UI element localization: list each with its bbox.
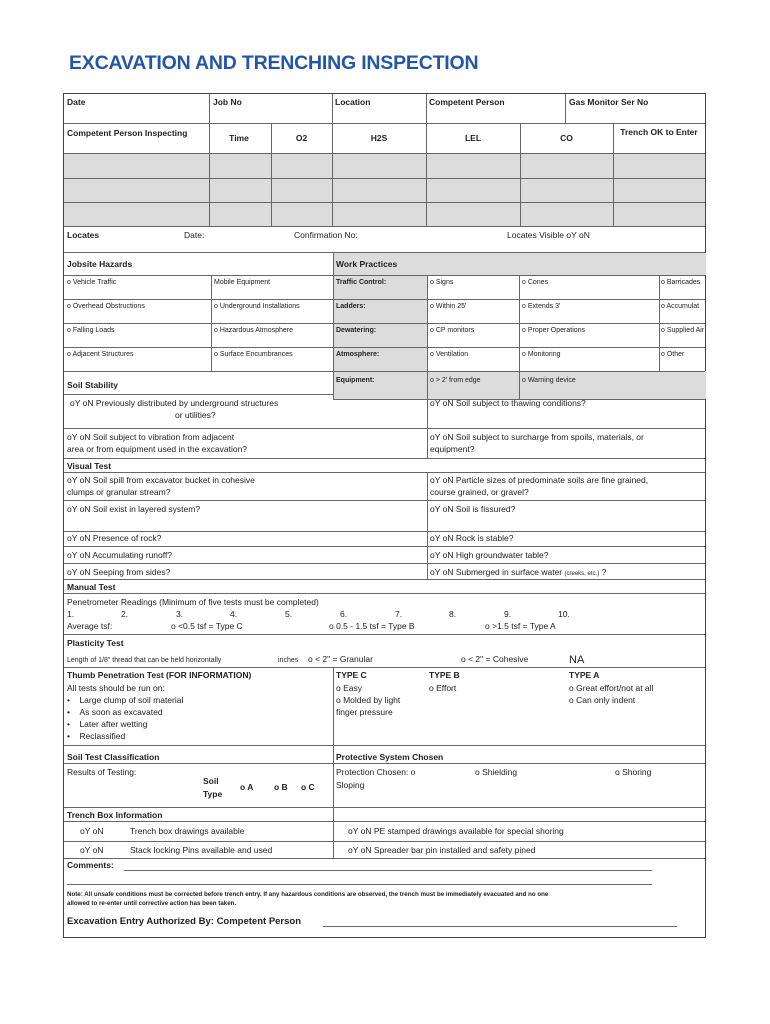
- hazard-item[interactable]: o Underground Installations: [214, 303, 300, 310]
- hazard-item[interactable]: o Adjacent Structures: [67, 351, 134, 358]
- practice-option[interactable]: o Warning device: [522, 377, 576, 384]
- trench-box-yn[interactable]: oY oN: [80, 845, 104, 855]
- soil-question[interactable]: oY oN Soil subject to vibration from adjacent: [67, 432, 235, 442]
- manual-test-title: Manual Test: [67, 582, 116, 592]
- average-tsf-label: Average tsf:: [67, 621, 113, 631]
- practice-option[interactable]: o Monitoring: [522, 351, 561, 358]
- work-practices-title: Work Practices: [336, 259, 398, 269]
- locates-visible[interactable]: Locates Visible oY oN: [507, 230, 590, 240]
- trench-box-question: Stack locking Pins available and used: [130, 845, 273, 855]
- reading-number: 5.: [285, 609, 293, 619]
- thumb-bullet: • Large clump of soil material: [67, 695, 184, 705]
- location-label: Location: [335, 97, 371, 107]
- penetrometer-readings: Penetrometer Readings (Minimum of five tests must be completed): [67, 597, 319, 607]
- reading-number: 8.: [449, 609, 457, 619]
- note-text-cont: allowed to re-enter until corrective action has been taken.: [67, 900, 237, 907]
- soil-type-label: Soil: [203, 776, 219, 786]
- soil-type-c[interactable]: o C: [301, 782, 315, 792]
- reading-number: 4.: [230, 609, 238, 619]
- type-a-option[interactable]: o >1.5 tsf = Type A: [485, 621, 556, 631]
- type-a-heading: TYPE A: [569, 670, 600, 680]
- visual-question[interactable]: oY oN Seeping from sides?: [67, 567, 171, 577]
- time-label: Time: [229, 133, 249, 143]
- co-label: CO: [560, 133, 573, 143]
- hazard-item[interactable]: o Vehicle Traffic: [67, 279, 117, 286]
- reading-rows[interactable]: [64, 154, 705, 226]
- practice-option[interactable]: o Other: [661, 351, 685, 358]
- reading-number: 2.: [121, 609, 129, 619]
- type-b-option[interactable]: o 0.5 - 1.5 tsf = Type B: [329, 621, 415, 631]
- visual-question[interactable]: oY oN Soil is fissured?: [430, 504, 516, 514]
- practice-option[interactable]: o Proper Operations: [522, 327, 586, 334]
- reading-number: 9.: [504, 609, 512, 619]
- results-of-testing-label: Results of Testing:: [67, 767, 137, 777]
- h2s-label: H2S: [370, 133, 388, 143]
- practice-option[interactable]: o Signs: [430, 279, 454, 286]
- visual-question[interactable]: oY oN Presence of rock?: [67, 533, 162, 543]
- cp-inspecting-label: Competent Person Inspecting: [67, 128, 188, 138]
- hazard-item[interactable]: o Surface Encumbrances: [214, 351, 293, 358]
- visual-question[interactable]: oY oN Accumulating runoff?: [67, 550, 173, 560]
- soil-question[interactable]: oY oN Previously distributed by underground structures: [70, 398, 279, 408]
- soil-question-cont: or utilities?: [175, 410, 216, 420]
- type-b-heading: TYPE B: [429, 670, 460, 680]
- visual-question-cont: clumps or granular stream?: [67, 487, 171, 497]
- na-value: NA: [569, 654, 585, 666]
- thumb-bullet: • As soon as excavated: [67, 707, 163, 717]
- visual-question[interactable]: oY oN Soil spill from excavator bucket in cohesive: [67, 475, 255, 485]
- soil-type-label-cont: Type: [203, 789, 223, 799]
- hazard-item[interactable]: Mobile Equipment: [214, 279, 271, 286]
- practice-option[interactable]: o Ventilation: [430, 351, 469, 358]
- type-c-option[interactable]: o Molded by light: [336, 695, 401, 705]
- thumb-bullet: • Later after wetting: [67, 719, 148, 729]
- locates-label: Locates: [67, 230, 100, 240]
- visual-question-cont: course grained, or gravel?: [430, 487, 529, 497]
- granular-option[interactable]: o < 2" = Granular: [308, 654, 373, 664]
- visual-question-text: oY oN Submerged in surface water: [430, 567, 563, 577]
- reading-number: 3.: [176, 609, 184, 619]
- soil-stability-title: Soil Stability: [67, 380, 119, 390]
- comments-label: Comments:: [67, 860, 114, 870]
- job-no-label: Job No: [213, 97, 242, 107]
- trench-box-yn[interactable]: oY oN: [80, 826, 104, 836]
- visual-question[interactable]: [430, 566, 606, 580]
- trench-box-question[interactable]: oY oN Spreader bar pin installed and safety pined: [348, 845, 536, 855]
- type-c-heading: TYPE C: [336, 670, 367, 680]
- thread-length-label: Length of 1/8" thread that can be held horizontally: [67, 657, 222, 664]
- practice-label: Traffic Control:: [336, 279, 387, 286]
- type-c-option[interactable]: o Easy: [336, 683, 362, 693]
- trench-box-question[interactable]: oY oN PE stamped drawings available for special shoring: [348, 826, 564, 836]
- visual-question[interactable]: oY oN High groundwater table?: [430, 550, 549, 560]
- jobsite-hazards-title: Jobsite Hazards: [67, 259, 133, 269]
- cohesive-option[interactable]: o < 2" = Cohesive: [461, 654, 529, 664]
- practice-option[interactable]: o Within 25': [430, 303, 467, 310]
- reading-number: 10.: [558, 609, 570, 619]
- protective-system-title: Protective System Chosen: [336, 752, 444, 762]
- hazard-item[interactable]: o Overhead Obstructions: [67, 303, 145, 310]
- sloping-label: Sloping: [336, 780, 365, 790]
- practice-option[interactable]: o Accumulat: [661, 303, 700, 310]
- o2-label: O2: [295, 133, 308, 143]
- date-label: Date: [67, 97, 86, 107]
- practice-option[interactable]: o CP monitors: [430, 327, 475, 334]
- locates-date: Date:: [184, 230, 205, 240]
- soil-type-b[interactable]: o B: [274, 782, 288, 792]
- competent-person-label: Competent Person: [429, 97, 505, 107]
- inches-label: inches: [278, 657, 299, 664]
- authorized-signature-line[interactable]: [323, 926, 677, 927]
- soil-question[interactable]: oY oN Soil subject to thawing conditions?: [430, 398, 586, 408]
- thumb-test-title: Thumb Penetration Test (FOR INFORMATION): [67, 670, 252, 680]
- protection-shielding-option[interactable]: o Shielding: [475, 767, 518, 777]
- type-b-option[interactable]: o Effort: [429, 683, 457, 693]
- reading-number: 1.: [67, 609, 75, 619]
- protection-shoring-option[interactable]: o Shoring: [615, 767, 652, 777]
- visual-test-title: Visual Test: [67, 461, 112, 471]
- practice-label: Equipment:: [336, 377, 375, 384]
- type-a-option[interactable]: o Great effort/not at all: [569, 683, 654, 693]
- comments-line-2[interactable]: [67, 884, 652, 885]
- trench-ok-label: Trench OK to Enter: [620, 127, 698, 137]
- hazard-item[interactable]: o Hazardous Atmosphere: [214, 327, 293, 334]
- hazard-item[interactable]: o Falling Loads: [67, 327, 115, 334]
- authorized-by-label: Excavation Entry Authorized By: Competent Person: [67, 916, 302, 927]
- soil-question-cont: equipment?: [430, 444, 475, 454]
- visual-question-end: ?: [601, 567, 607, 577]
- trench-box-title: Trench Box Information: [67, 810, 163, 820]
- page-title: EXCAVATION AND TRENCHING INSPECTION: [69, 52, 479, 74]
- trench-box-question: Trench box drawings available: [130, 826, 245, 836]
- type-c-option[interactable]: o <0.5 tsf = Type C: [171, 621, 243, 631]
- practice-label: Ladders:: [336, 303, 366, 310]
- note-text: Note: All unsafe conditions must be corrected before trench entry. If any hazardous conditions are observed, the trench must be immediately evacuated and no one: [67, 891, 549, 898]
- practice-option[interactable]: o Cones: [522, 279, 549, 286]
- reading-number: 7.: [395, 609, 403, 619]
- thumb-instructions: All tests should be run on:: [67, 683, 165, 693]
- visual-question[interactable]: oY oN Soil exist in layered system?: [67, 504, 201, 514]
- type-a-option[interactable]: o Can only indent: [569, 695, 636, 705]
- visual-question[interactable]: oY oN Particle sizes of predominate soils are fine grained,: [430, 475, 649, 485]
- practice-option[interactable]: o Supplied Air: [661, 327, 705, 334]
- reading-number: 6.: [340, 609, 348, 619]
- practice-label: Atmosphere:: [336, 351, 380, 358]
- practice-option[interactable]: o > 2' from edge: [430, 377, 481, 384]
- plasticity-test-title: Plasticity Test: [67, 638, 124, 648]
- visual-question-note: (creeks, etc.): [564, 571, 600, 577]
- soil-type-a[interactable]: o A: [240, 782, 254, 792]
- visual-question[interactable]: oY oN Rock is stable?: [430, 533, 514, 543]
- comments-line[interactable]: [124, 870, 652, 871]
- thumb-bullet: • Reclassified: [67, 731, 126, 741]
- gas-monitor-label: Gas Monitor Ser No: [569, 97, 649, 107]
- confirmation-no: Confirmation No:: [294, 230, 358, 240]
- soil-classification-title: Soil Test Classification: [67, 752, 160, 762]
- practice-option[interactable]: o Barricades: [661, 279, 701, 286]
- protection-sloping-option[interactable]: Protection Chosen: o: [336, 767, 416, 777]
- practice-label: Dewatering:: [336, 327, 377, 334]
- lel-label: LEL: [464, 133, 482, 143]
- inspection-form: [63, 93, 706, 938]
- soil-question[interactable]: oY oN Soil subject to surcharge from spoils, materials, or: [430, 432, 644, 442]
- soil-question-cont: area or from equipment used in the excavation?: [67, 444, 248, 454]
- type-c-option-cont: finger pressure: [336, 707, 393, 717]
- practice-option[interactable]: o Extends 3': [522, 303, 561, 310]
